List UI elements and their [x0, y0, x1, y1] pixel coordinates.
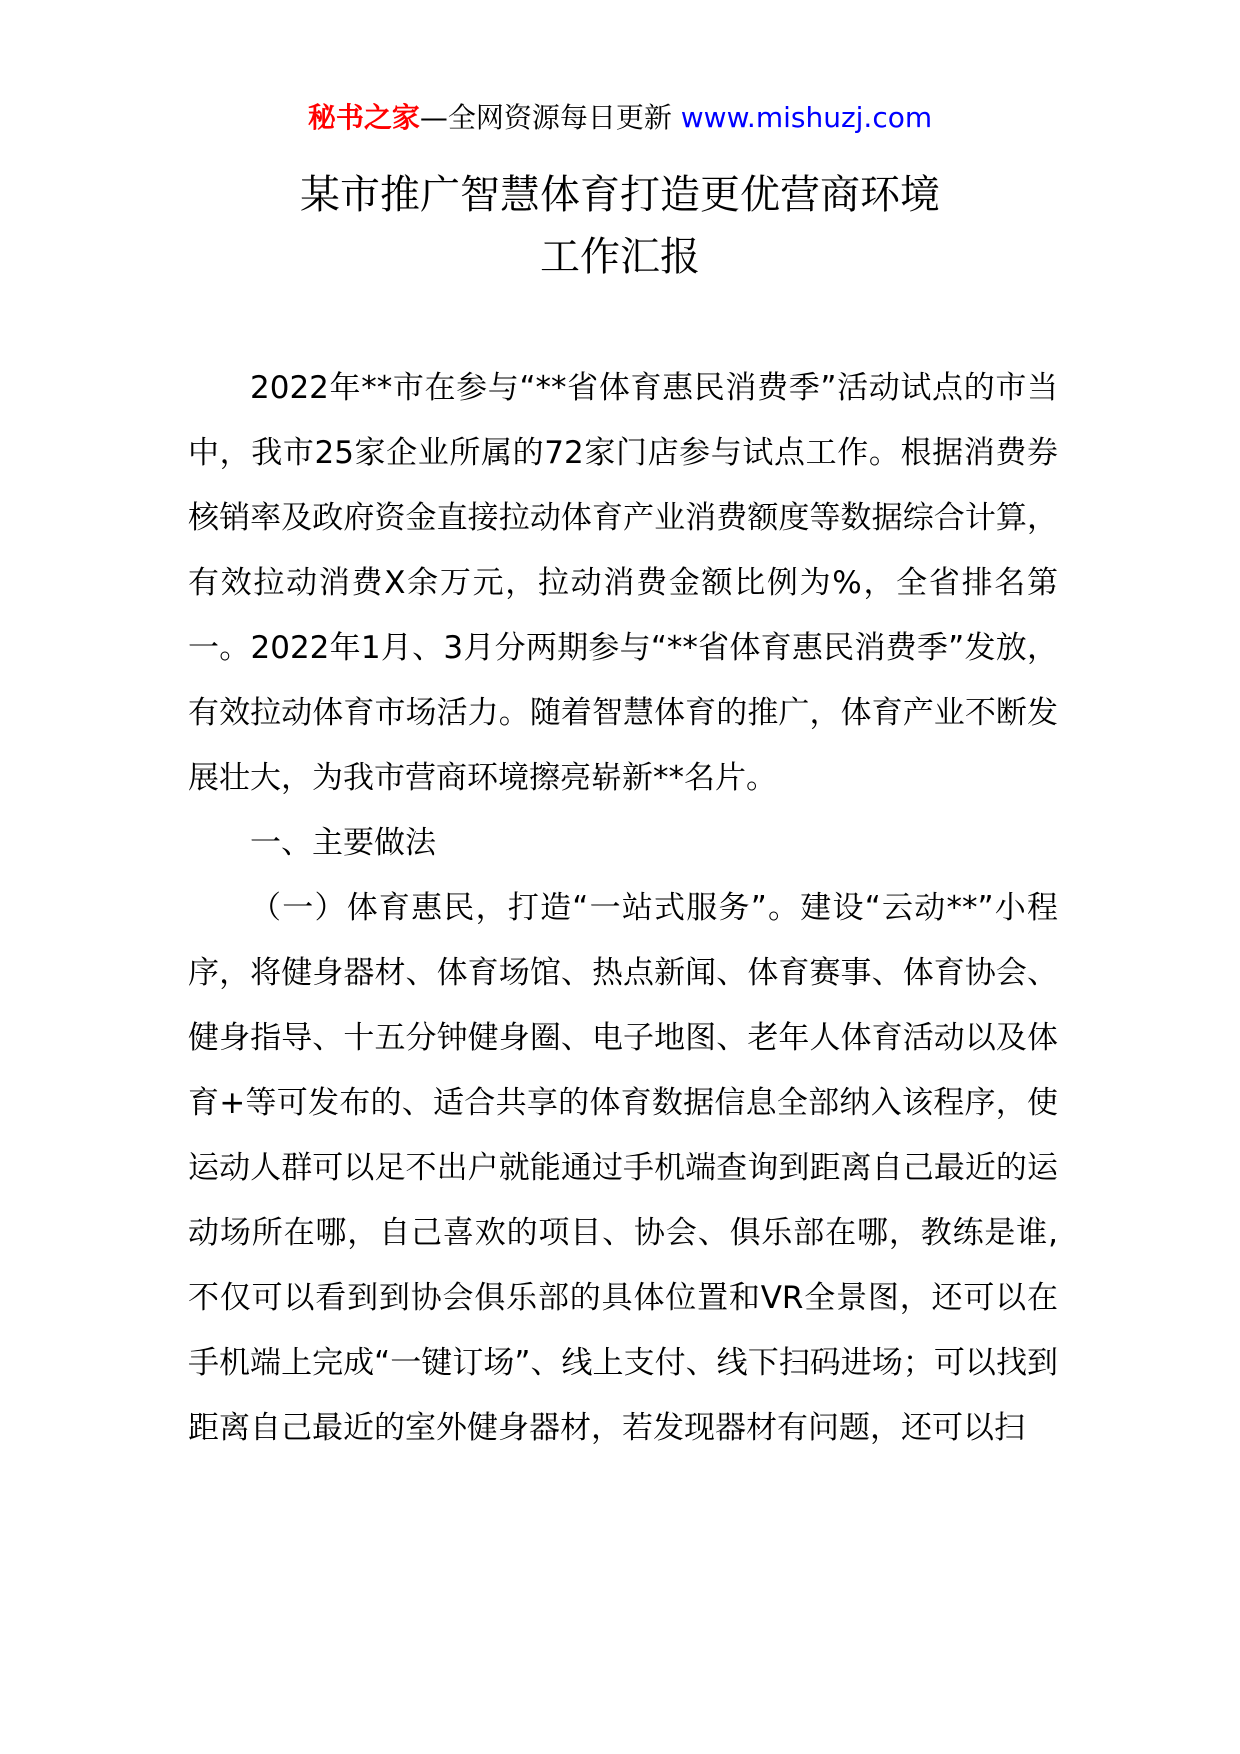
site-header [0, 98, 1240, 138]
subsection-paragraph-1: （一）体育惠民，打造“一站式服务”。建设“云动**”小程序，将健身器材、体育场馆、热点新闻、体育赛事、体育协会、健身指导、十五分钟健身圈、电子地图、老年人体育活动以及体育+等可发布的、适合共享的体育数据信息全部纳入该程序，使运动人群可以足不出户就能通过手机端查询到距离自己最近的运动场所在哪，自己喜欢的项目、协会、俱乐部在哪，教练是谁,不仅可以看到到协会俱乐部的具体位置和VR全景图，还可以在手机端上完成“一键订场”、线上支付、线下扫码进场；可以找到距离自己最近的室外健身器材，若发现器材有问题，还可以扫 [188, 890, 1058, 1446]
header-slogan: —全网资源每日更新 [419, 101, 681, 134]
title-line-1: 某市推广智慧体育打造更优营商环境 [300, 172, 940, 218]
intro-paragraph: 2022年**市在参与“**省体育惠民消费季”活动试点的市当中，我市25家企业所属的72家门店参与试点工作。根据消费券核销率及政府资金直接拉动体育产业消费额度等数据综合计算，有效拉动消费X余万元，拉动消费金额比例为%，全省排名第一。2022年1月、3月分两期参与“**省体育惠民消费季”发放，有效拉动体育市场活力。随着智慧体育的推广，体育产业不断发展壮大，为我市营商环境擦亮崭新**名片。 [188, 370, 1058, 796]
section-heading-main-practices: 一、主要做法 [250, 825, 436, 861]
title-line-2: 工作汇报 [540, 234, 700, 280]
document-title [0, 164, 1240, 288]
site-url-link[interactable]: www.mishuzj.com [680, 101, 933, 134]
document-body [188, 356, 1058, 1461]
brand-name: 秘书之家 [307, 101, 420, 134]
